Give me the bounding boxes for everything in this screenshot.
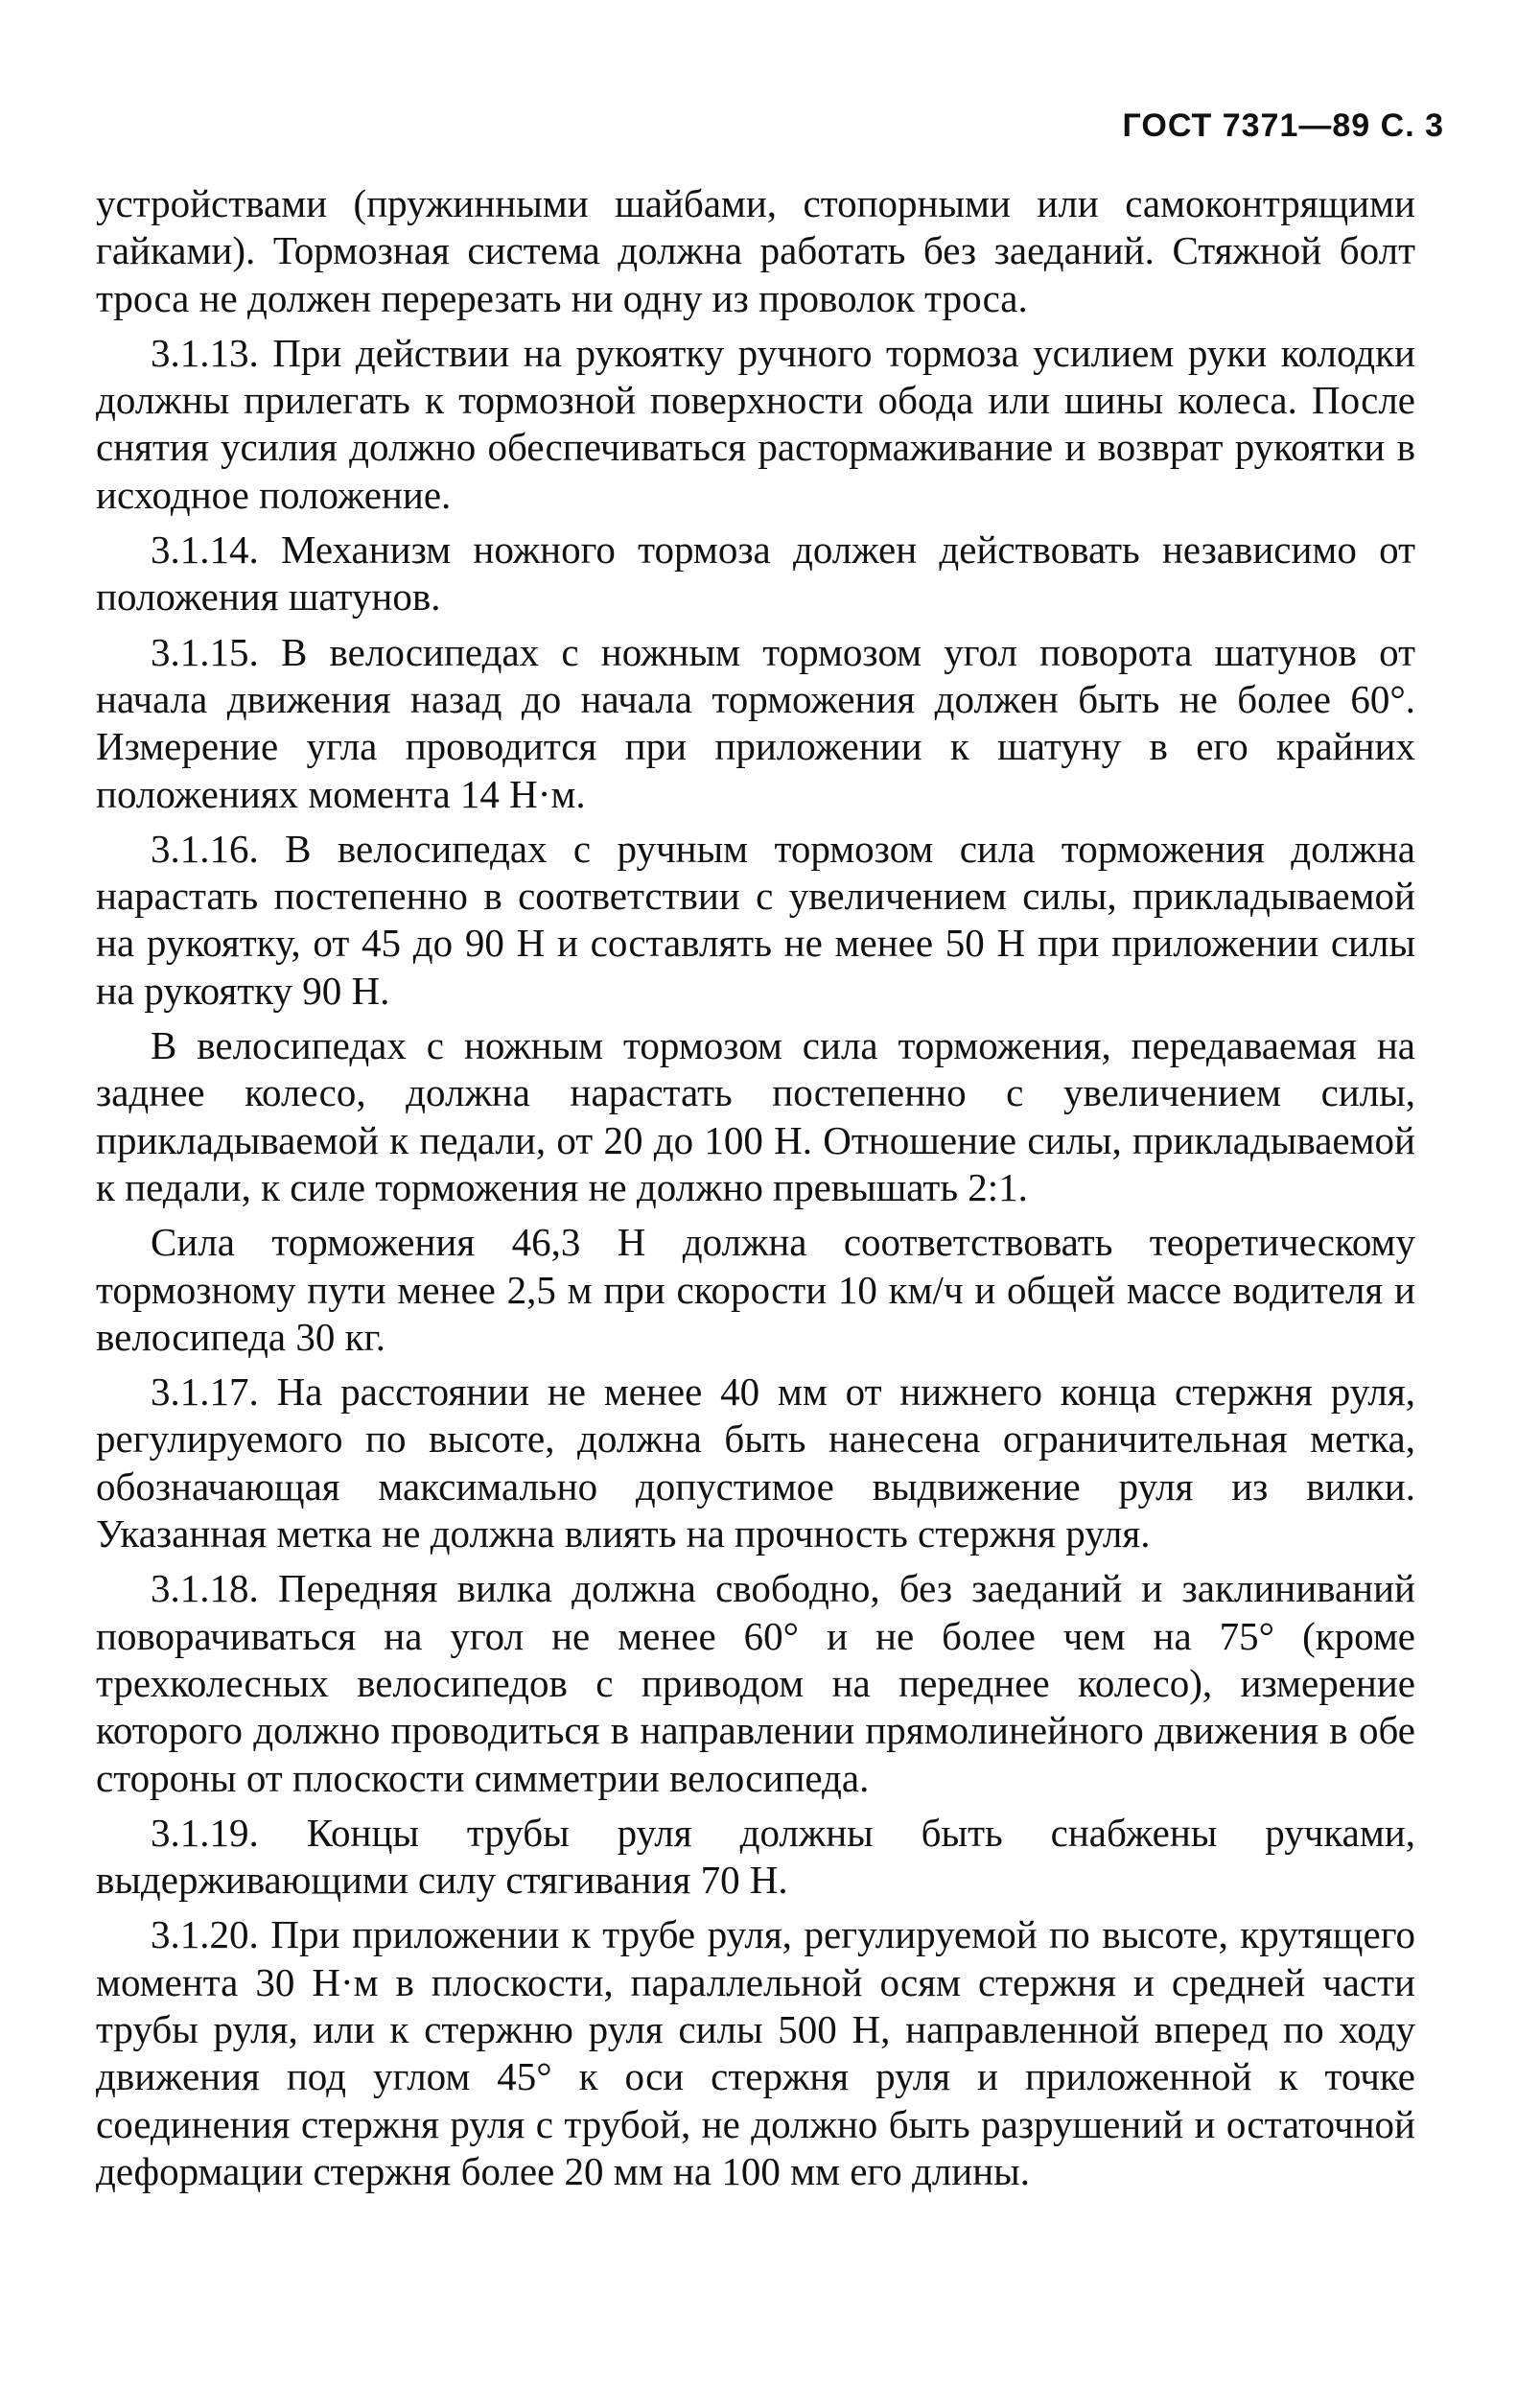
- paragraph-continuation: устройствами (пружинными шайбами, стопорными или самоконтрящими гайками). Тормозная система должна работать без заеданий. Стяжной болт троса не должен перерезать ни одну из проволок троса.: [96, 181, 1415, 320]
- paragraph-3-1-20: 3.1.20. При приложении к трубе руля, регулируемой по высоте, крутящего момента 30 Н·м в плоскости, параллельной осям стержня и средней части трубы руля, или к стержню руля силы 500 Н, направленной вперед по ходу движения под углом 45° к оси стержня руля и приложенной к точке соединения стержня руля с трубой, не должно быть разрушений и остаточной деформации стержня более 20 мм на 100 мм его длины.: [96, 1912, 1415, 2193]
- paragraph-brake-force-distance: Сила торможения 46,3 Н должна соответствовать теоретическому тормозному пути менее 2,5 м при скорости 10 км/ч и общей массе водителя и велосипеда 30 кг.: [96, 1220, 1415, 1359]
- paragraph-3-1-19: 3.1.19. Концы трубы руля должны быть снабжены ручками, выдерживающими силу стягивания 70 Н.: [96, 1810, 1415, 1903]
- paragraph-3-1-14: 3.1.14. Механизм ножного тормоза должен действовать независимо от положения шатунов.: [96, 527, 1415, 620]
- paragraph-3-1-17: 3.1.17. На расстоянии не менее 40 мм от нижнего конца стержня руля, регулируемого по высоте, должна быть нанесена ограничительная метка, обозначающая максимально допустимое выдвижение руля из вилки. Указанная метка не должна влиять на прочность стержня руля.: [96, 1369, 1415, 1556]
- paragraph-foot-brake-force: В велосипедах с ножным тормозом сила торможения, передаваемая на заднее колесо, должна нарастать постепенно с увеличением силы, прикладываемой к педали, от 20 до 100 Н. Отношение силы, прикладываемой к педали, к силе торможения не должно превышать 2:1.: [96, 1023, 1415, 1209]
- paragraph-3-1-15: 3.1.15. В велосипедах с ножным тормозом угол поворота шатунов от начала движения назад до начала торможения должен быть не более 60°. Измерение угла проводится при приложении к шатуну в его крайних положениях момента 14 Н·м.: [96, 629, 1415, 816]
- paragraph-3-1-13: 3.1.13. При действии на рукоятку ручного тормоза усилием руки колодки должны прилегать к тормозной поверхности обода или шины колеса. После снятия усилия должно обеспечиваться растормаживание и возврат рукоятки в исходное положение.: [96, 330, 1415, 517]
- paragraph-3-1-16: 3.1.16. В велосипедах с ручным тормозом сила торможения должна нарастать постепенно в соответствии с увеличением силы, прикладываемой на рукоятку, от 45 до 90 Н и составлять не менее 50 Н при приложении силы на рукоятку 90 Н.: [96, 826, 1415, 1013]
- body-text: [96, 180, 1415, 2195]
- running-header: ГОСТ 7371—89 С. 3: [1122, 107, 1444, 144]
- paragraph-3-1-18: 3.1.18. Передняя вилка должна свободно, без заеданий и заклиниваний поворачиваться на угол не менее 60° и не более чем на 75° (кроме трехколесных велосипедов с приводом на переднее колесо), измерение которого должно проводиться в направлении прямолинейного движения в обе стороны от плоскости симметрии велосипеда.: [96, 1566, 1415, 1800]
